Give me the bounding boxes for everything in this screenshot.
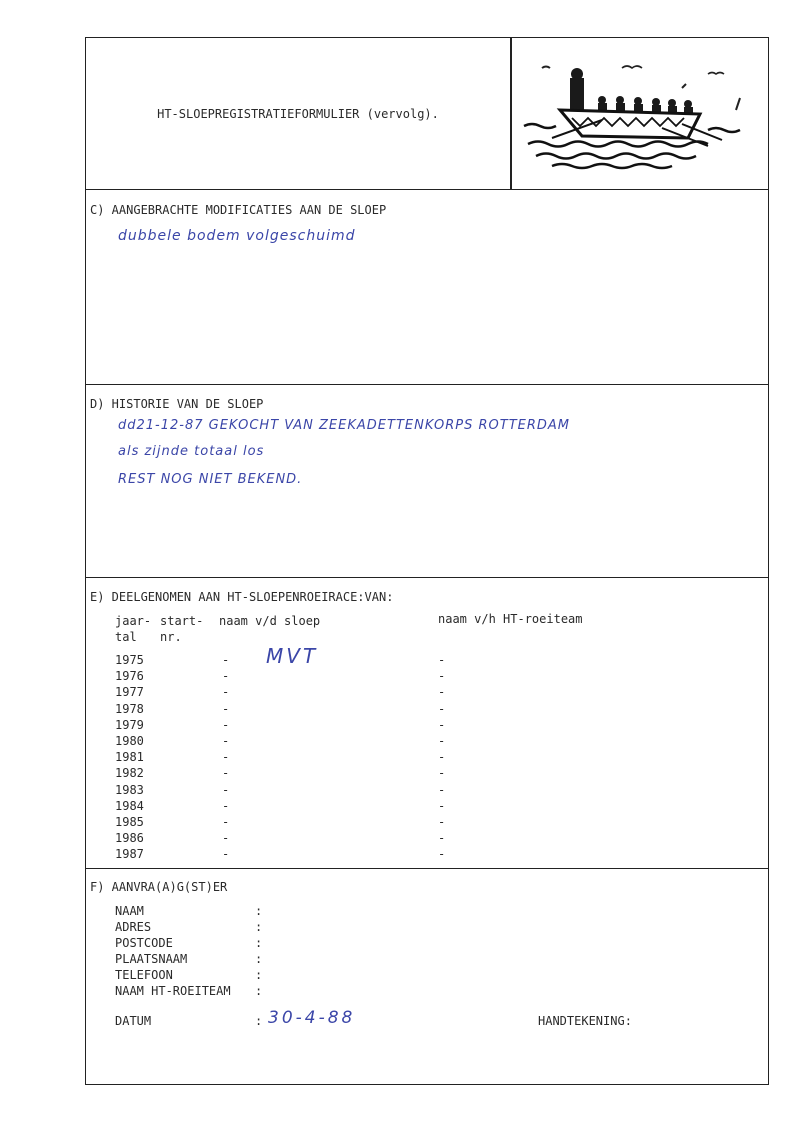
field-sep: : <box>255 904 263 918</box>
year-1987: 1987 <box>115 847 144 862</box>
section-d-handwritten-line-1: dd21-12-87 GEKOCHT VAN ZEEKADETTENKORPS ROTTERDAM <box>118 418 570 433</box>
team-dash: - <box>438 750 446 765</box>
field-label: TELEFOON <box>115 968 173 982</box>
field-sep: : <box>255 920 263 934</box>
divider-d <box>86 577 768 578</box>
field-label: PLAATSNAAM <box>115 952 188 966</box>
divider-c <box>86 384 768 385</box>
start-dash: - <box>222 734 230 748</box>
team-dash: - <box>438 734 446 748</box>
col-start-1: start- <box>160 614 204 628</box>
team-dash: - <box>438 701 446 716</box>
first-boat-handwritten: MVT <box>266 644 319 668</box>
rowing-boat-drawing <box>512 38 766 186</box>
team-dash: - <box>438 815 446 829</box>
section-d-handwritten-line-2: als zijnde totaal los <box>118 444 265 459</box>
field-label: NAAM HT-ROEITEAM <box>115 984 231 998</box>
year-1986: 1986 <box>115 831 144 846</box>
start-dash: - <box>222 766 230 781</box>
signature-label: HANDTEKENING: <box>538 1014 632 1028</box>
team-dash: - <box>438 669 446 684</box>
divider-header <box>86 189 768 190</box>
year-1979: 1979 <box>115 717 144 732</box>
start-dash: - <box>222 782 230 797</box>
section-f-heading: F) AANVRA(A)G(ST)ER <box>90 880 228 894</box>
col-boat: naam v/d sloep <box>219 614 321 628</box>
year-1975: 1975 <box>115 653 144 667</box>
team-dash: - <box>438 717 446 732</box>
start-dash: - <box>222 653 230 667</box>
year-1978: 1978 <box>115 701 144 716</box>
start-dash: - <box>222 831 230 846</box>
field-label: POSTCODE <box>115 936 173 950</box>
team-dash: - <box>438 847 446 862</box>
year-1981: 1981 <box>115 750 144 765</box>
start-dash: - <box>222 685 230 700</box>
form-sheet <box>85 37 769 1085</box>
datum-handwritten: 30-4-88 <box>268 1008 356 1028</box>
field-label: NAAM <box>115 904 144 918</box>
team-dash: - <box>438 831 446 846</box>
section-e-heading: E) DEELGENOMEN AAN HT-SLOEPENROEIRACE:VAN: <box>90 590 394 604</box>
section-c-handwritten: dubbele bodem volgeschuimd <box>118 228 356 244</box>
section-d-heading: D) HISTORIE VAN DE SLOEP <box>90 397 264 411</box>
datum-sep: : <box>255 1014 263 1028</box>
field-sep: : <box>255 968 263 982</box>
year-1980: 1980 <box>115 734 144 748</box>
start-dash: - <box>222 815 230 829</box>
col-start-2: nr. <box>160 630 182 644</box>
start-dash: - <box>222 701 230 716</box>
start-dash: - <box>222 798 230 813</box>
start-dash: - <box>222 717 230 732</box>
form-title: HT-SLOEPREGISTRATIEFORMULIER (vervolg). <box>157 106 439 121</box>
col-year-1: jaar- <box>115 614 152 628</box>
section-d-handwritten-line-3: REST NOG NIET BEKEND. <box>118 472 303 487</box>
year-1983: 1983 <box>115 782 144 797</box>
team-dash: - <box>438 685 446 700</box>
lifeboat-illustration <box>510 38 768 189</box>
team-dash: - <box>438 782 446 797</box>
datum-label: DATUM <box>115 1014 152 1028</box>
col-team: naam v/h HT-roeiteam <box>438 612 583 626</box>
field-sep: : <box>255 952 263 966</box>
start-dash: - <box>222 847 230 862</box>
section-c-heading: C) AANGEBRACHTE MODIFICATIES AAN DE SLOEP <box>90 203 387 217</box>
field-sep: : <box>255 984 263 998</box>
divider-e <box>86 868 768 869</box>
team-dash: - <box>438 766 446 781</box>
year-1982: 1982 <box>115 766 144 781</box>
team-dash: - <box>438 798 446 813</box>
team-dash: - <box>438 653 446 667</box>
col-year-2: tal <box>115 630 137 644</box>
year-1977: 1977 <box>115 685 144 700</box>
start-dash: - <box>222 750 230 765</box>
year-1985: 1985 <box>115 815 144 829</box>
start-dash: - <box>222 669 230 684</box>
year-1976: 1976 <box>115 669 144 684</box>
field-sep: : <box>255 936 263 950</box>
year-1984: 1984 <box>115 798 144 813</box>
field-label: ADRES <box>115 920 152 934</box>
